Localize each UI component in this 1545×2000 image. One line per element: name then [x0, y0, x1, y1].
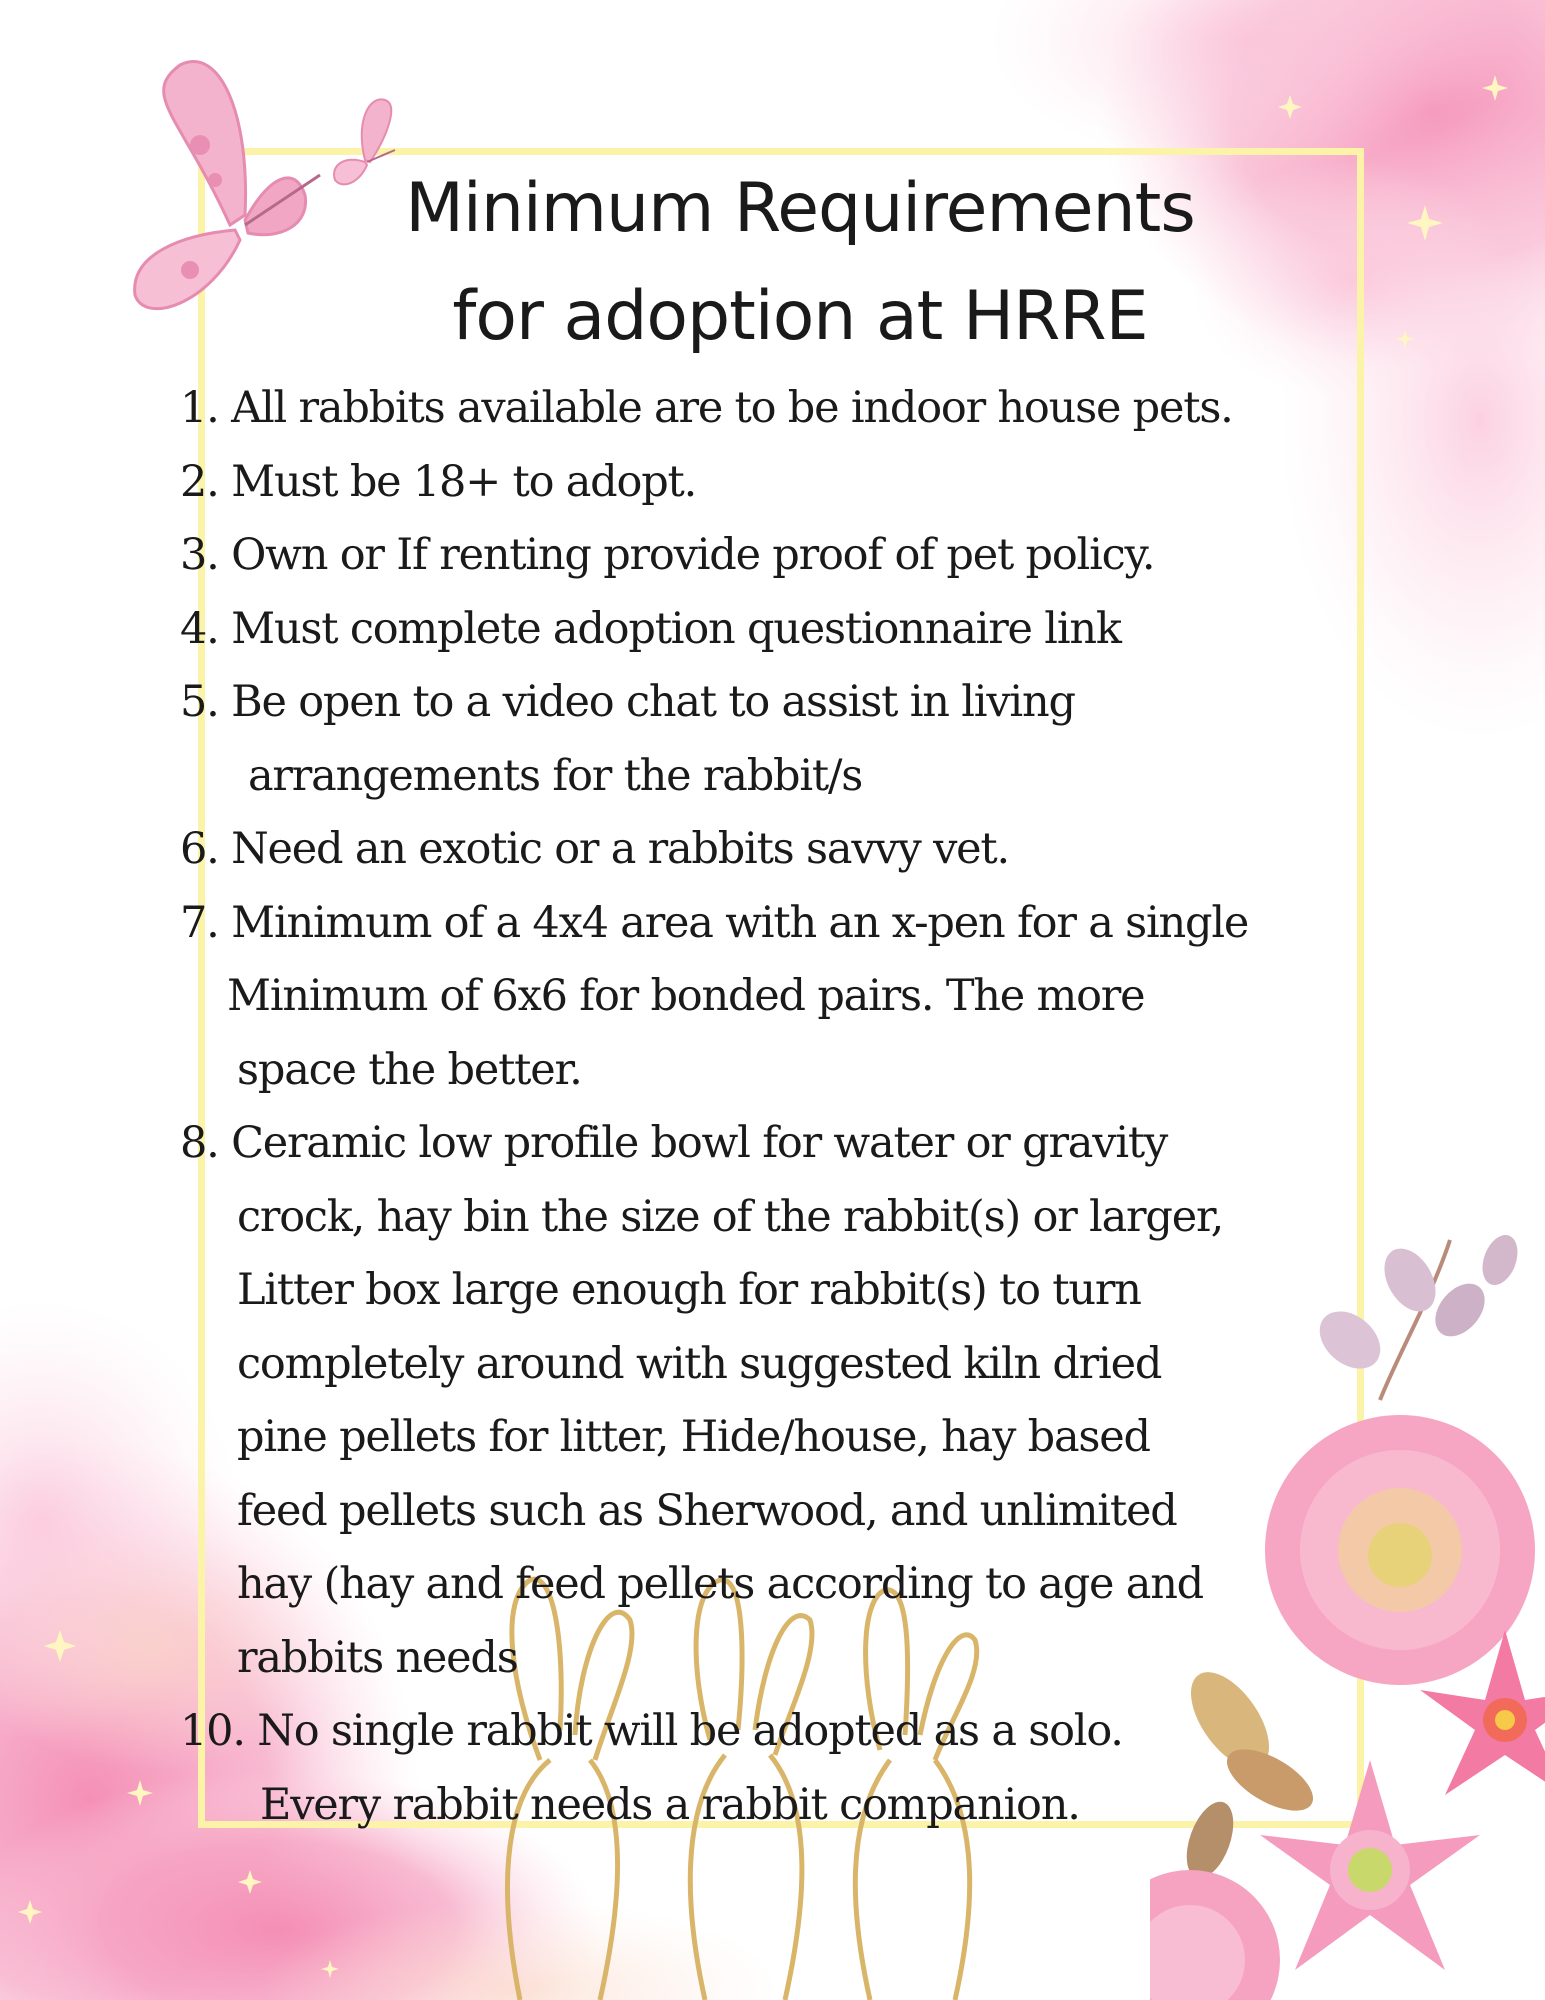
requirement-number: 1.: [180, 383, 219, 433]
requirement-text: No single rabbit will be adopted as a solo.: [257, 1706, 1123, 1756]
requirement-number: 10.: [180, 1706, 245, 1756]
requirement-number: 5.: [180, 677, 219, 727]
title-line-2: for adoption at HRRE: [452, 277, 1148, 356]
requirement-text-continued: arrangements for the rabbit/s: [248, 750, 863, 801]
requirement-item-2: [180, 446, 1370, 520]
requirement-text-continued: pine pellets for litter, Hide/house, hay based: [237, 1412, 1150, 1462]
requirement-text-continued: Minimum of 6x6 for bonded pairs. The more: [227, 971, 1145, 1021]
requirement-item-3: [180, 519, 1370, 593]
requirement-number: 8.: [180, 1118, 219, 1168]
requirement-text: Own or If renting provide proof of pet policy.: [231, 530, 1155, 580]
requirement-text-continued: feed pellets such as Sherwood, and unlimited: [237, 1485, 1177, 1536]
title-line-1: Minimum Requirements: [405, 169, 1195, 248]
requirement-text: Ceramic low profile bowl for water or gravity: [231, 1118, 1168, 1168]
requirement-number: 2.: [180, 456, 219, 507]
page-title: [250, 155, 1350, 371]
requirements-list: [180, 372, 1370, 1842]
requirement-number: 6.: [180, 824, 219, 874]
requirement-text: Be open to a video chat to assist in living: [231, 677, 1075, 727]
requirement-text: Must complete adoption questionnaire link: [231, 603, 1121, 654]
requirement-item-7: [180, 887, 1370, 1108]
requirement-text-continued: space the better.: [237, 1044, 582, 1095]
requirement-text: Must be 18+ to adopt.: [231, 456, 697, 507]
requirement-number: 4.: [180, 603, 219, 654]
requirement-item-5: [180, 666, 1370, 813]
requirement-item-10: [180, 1695, 1370, 1842]
requirement-number: 7.: [180, 897, 219, 948]
requirement-item-6: [180, 813, 1370, 887]
requirement-text-continued: Every rabbit needs a rabbit companion.: [260, 1779, 1080, 1830]
requirement-item-8: [180, 1107, 1370, 1695]
requirement-text: Minimum of a 4x4 area with an x-pen for a single: [231, 897, 1249, 948]
requirement-text: Need an exotic or a rabbits savvy vet.: [231, 824, 1009, 874]
requirement-text-continued: hay (hay and feed pellets according to age and: [237, 1559, 1204, 1609]
requirement-item-1: [180, 372, 1370, 446]
requirement-item-4: [180, 593, 1370, 667]
requirement-text: All rabbits available are to be indoor house pets.: [231, 383, 1233, 433]
requirement-text-continued: crock, hay bin the size of the rabbit(s) or larger,: [237, 1191, 1224, 1242]
requirement-text-continued: Litter box large enough for rabbit(s) to turn: [237, 1265, 1141, 1315]
requirement-text-continued: rabbits needs: [237, 1632, 518, 1683]
requirement-text-continued: completely around with suggested kiln dried: [237, 1338, 1162, 1389]
requirement-number: 3.: [180, 530, 219, 580]
